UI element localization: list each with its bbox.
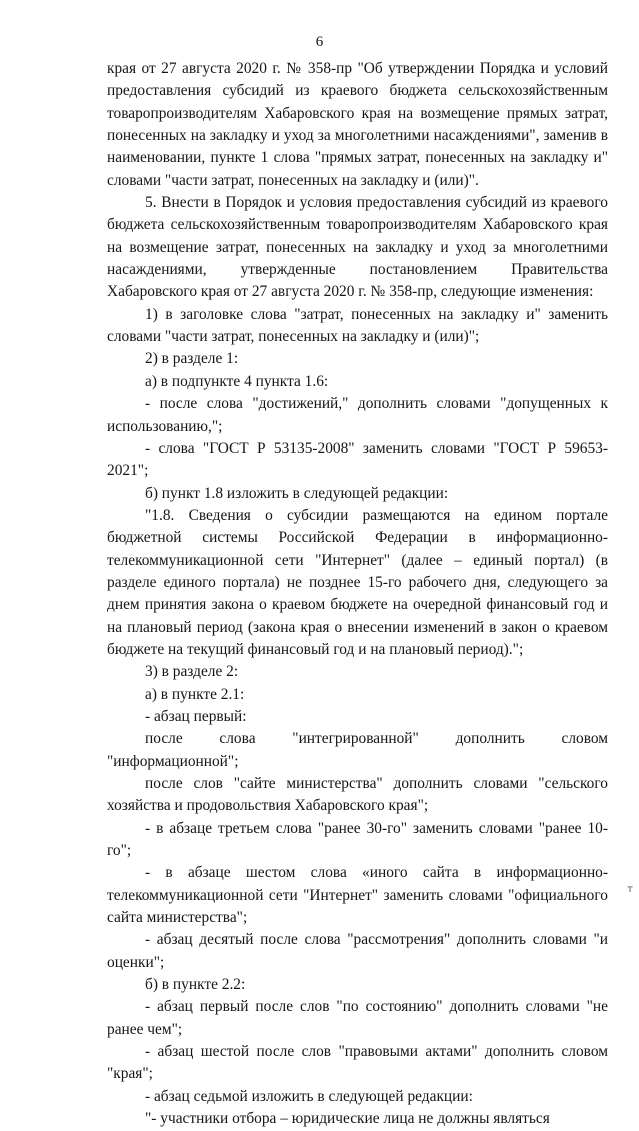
page-number: 6 [315, 34, 324, 50]
paragraph: - в абзаце третьем слова "ранее 30-го" заменить словами "ранее 10-го"; [107, 819, 608, 860]
paragraph: после слов "сайте министерства" дополнить словами "сельского хозяйства и продовольствия Хабаровского края"; [107, 775, 608, 815]
paragraph: а) в пункте 2.1: [145, 685, 245, 703]
document-body [107, 58, 608, 1131]
paragraph: "1.8. Сведения о субсидии размещаются на едином портале бюджетной системы Российской Федерации в информационно-телекоммуникационной сети "Интернет" (далее – единый портал) (в разделе единого портала) не позднее 15-го рабочего дня, следующего за днем принятия закона о краевом бюджете на очередной финансовый год и на плановый период (закона края о внесении изменений в закон о краевом бюджете на текущий финансовый год и на плановый период)."; [107, 506, 608, 658]
paragraph: после слова "интегрированной" дополнить словом "информационной"; [107, 730, 608, 770]
paragraph: - абзац седьмой изложить в следующей редакции: [145, 1087, 473, 1105]
paragraph: б) пункт 1.8 изложить в следующей редакции: [145, 484, 449, 502]
paragraph: края от 27 августа 2020 г. № 358-пр "Об утверждении Порядка и условий предоставления субсидий из краевого бюджета сельскохозяйственным товаропроизводителям Хабаровского края на возмещение прямых затрат, понесенных на закладку и уход за многолетними насаждениями", заменив в наименовании, пункте 1 слова "прямых затрат, понесенных на закладку и" словами "части затрат, понесенных на закладку и (или)". [107, 60, 608, 189]
paragraph: 3) в разделе 2: [145, 663, 239, 681]
paragraph: 2) в разделе 1: [145, 350, 239, 368]
paragraph: а) в подпункте 4 пункта 1.6: [145, 372, 329, 390]
paragraph: - в абзаце шестом слова «иного сайта в информационно-телекоммуникационной сети "Интернет" заменить словами "официального сайта министерства"; [107, 864, 608, 927]
paragraph: "- участники отбора – юридические лица не должны являться [145, 1110, 550, 1128]
paragraph: - абзац шестой после слов "правовыми актами" дополнить словом "края"; [107, 1043, 608, 1083]
paragraph: б) в пункте 2.2: [145, 976, 246, 994]
paragraph: 5. Внести в Порядок и условия предоставления субсидий из краевого бюджета сельскохозяйственным товаропроизводителям Хабаровского края на возмещение затрат, понесенных на закладку и уход за многолетними насаждениями, утвержденные постановлением Правительства Хабаровского края от 27 августа 2020 г. № 358-пр, следующие изменения: [107, 194, 608, 301]
paragraph: - абзац десятый после слова "рассмотрения" дополнить словами "и оценки"; [107, 931, 608, 971]
paragraph: - абзац первый после слов "по состоянию" дополнить словами "не ранее чем"; [107, 998, 608, 1038]
paragraph: - абзац первый: [145, 707, 247, 725]
paragraph: - после слова "достижений," дополнить словами "допущенных к использованию,"; [107, 395, 608, 435]
paragraph: 1) в заголовке слова "затрат, понесенных на закладку и" заменить словами "части затрат, понесенных на закладку и (или)"; [107, 305, 608, 346]
paragraph: - слова "ГОСТ Р 53135-2008" заменить словами "ГОСТ Р 59653-2021"; [107, 439, 608, 480]
scan-mark: т [627, 884, 633, 895]
